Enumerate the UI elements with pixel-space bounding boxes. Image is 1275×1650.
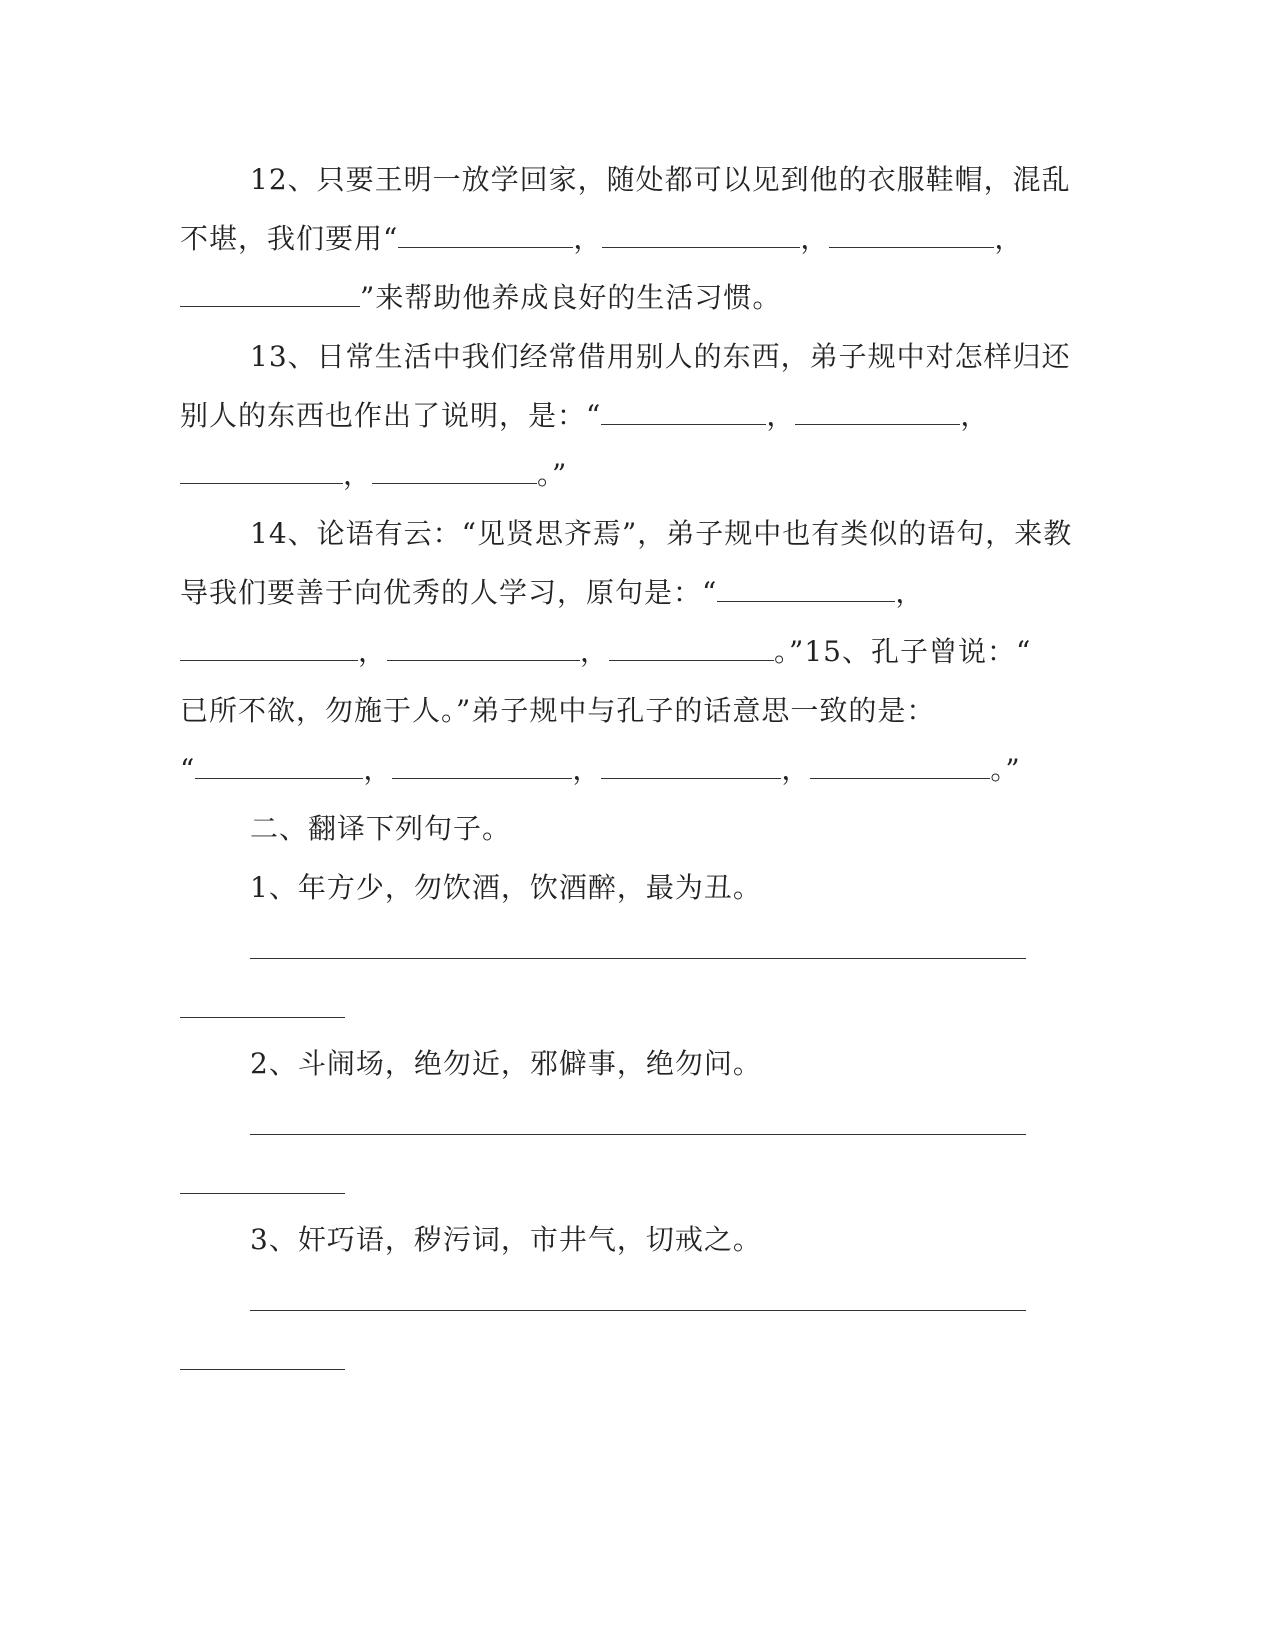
separator: ，: [572, 753, 602, 786]
q12-suffix: ”来帮助他养成良好的生活习惯。: [360, 281, 782, 314]
separator: ，: [573, 222, 603, 255]
answer-blank[interactable]: [601, 402, 766, 425]
answer-blank[interactable]: [810, 756, 990, 779]
separator: ，: [580, 635, 610, 668]
separator: ，: [781, 753, 811, 786]
answer-blank[interactable]: [180, 284, 360, 307]
answer-blank[interactable]: [795, 402, 960, 425]
answer-blank[interactable]: [602, 225, 800, 248]
separator: ，: [960, 399, 990, 432]
answer-blank[interactable]: [195, 756, 363, 779]
q13-line-3: [180, 458, 567, 492]
separator: ，: [766, 399, 796, 432]
closing-quote: 。”: [990, 753, 1021, 786]
q14-end-q15-start: 。”15、孔子曾说：“: [774, 635, 1032, 668]
q12-line-2: [180, 222, 1023, 256]
answer-line[interactable]: [180, 1017, 345, 1018]
q12-line-3: [180, 281, 781, 315]
answer-blank[interactable]: [601, 756, 781, 779]
answer-blank[interactable]: [387, 638, 580, 661]
answer-blank[interactable]: [829, 225, 994, 248]
q14-line-3: [180, 635, 1031, 669]
separator: ，: [994, 222, 1024, 255]
q15-line-1: 已所不欲，勿施于人。”弟子规中与孔子的话意思一致的是：: [180, 694, 936, 727]
separator: ，: [358, 635, 388, 668]
q13-line-2: [180, 399, 989, 433]
translate-item-1: 1、年方少，勿饮酒，饮酒醉，最为丑。: [250, 871, 762, 904]
q14-line-2: [180, 576, 924, 610]
q12-line-1: 12、只要王明一放学回家，随处都可以见到他的衣服鞋帽，混乱: [250, 163, 1071, 196]
answer-blank[interactable]: [398, 225, 573, 248]
opening-quote: “: [180, 753, 196, 786]
separator: ，: [895, 576, 925, 609]
answer-blank[interactable]: [372, 461, 537, 484]
answer-line[interactable]: [250, 1310, 1026, 1311]
answer-line[interactable]: [250, 958, 1026, 959]
q13-prefix: 别人的东西也作出了说明，是：“: [180, 399, 602, 432]
q12-prefix: 不堪，我们要用“: [180, 222, 399, 255]
answer-blank[interactable]: [392, 756, 572, 779]
answer-line[interactable]: [180, 1193, 345, 1194]
separator: ，: [363, 753, 393, 786]
translate-item-3: 3、奸巧语，秽污词，市井气，切戒之。: [250, 1223, 762, 1256]
answer-line[interactable]: [250, 1134, 1026, 1135]
closing-quote: 。”: [537, 458, 568, 491]
section-2-title: 二、翻译下列句子。: [250, 812, 512, 845]
q14-line-1: 14、论语有云：“见贤思齐焉”，弟子规中也有类似的语句，来教: [250, 517, 1073, 550]
answer-blank[interactable]: [180, 638, 358, 661]
answer-blank[interactable]: [717, 579, 895, 602]
answer-blank[interactable]: [609, 638, 774, 661]
translate-item-2: 2、斗闹场，绝勿近，邪僻事，绝勿问。: [250, 1047, 762, 1080]
q13-line-1: 13、日常生活中我们经常借用别人的东西，弟子规中对怎样归还: [250, 340, 1071, 373]
answer-line[interactable]: [180, 1369, 345, 1370]
q14-prefix: 导我们要善于向优秀的人学习，原句是：“: [180, 576, 718, 609]
separator: ，: [800, 222, 830, 255]
separator: ，: [343, 458, 373, 491]
q15-line-2: [180, 753, 1021, 787]
answer-blank[interactable]: [180, 461, 343, 484]
